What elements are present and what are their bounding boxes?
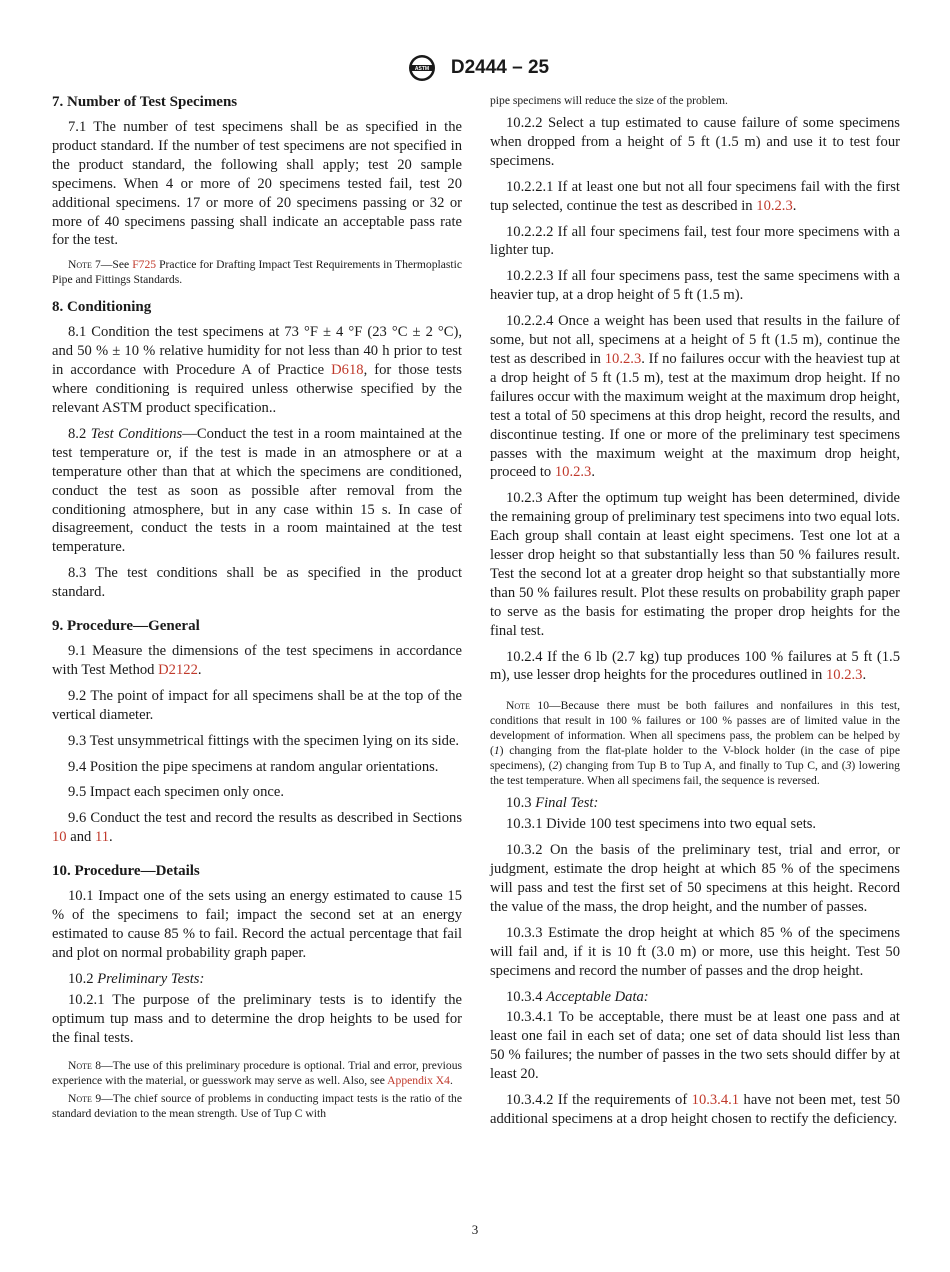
note-continuation: pipe specimens will reduce the size of the problem. (490, 94, 728, 107)
note-label: Note 9 (68, 1092, 102, 1106)
left-column (52, 93, 462, 1124)
paragraph: 10.3.1 Divide 100 test specimens into two equal sets. (506, 816, 817, 833)
note: Note 8—The use of this preliminary procedure is optional. Trial and error, previous experience with the material, or guesswork may serve as well. Also, see Appendix X4. (52, 1059, 462, 1088)
paragraph: 10.3.2 On the basis of the preliminary test, trial and error, or judgment, estimate the drop height at which 85 % of the specimens will pass and test the first set of 50 specimens at this height. Record the value of the mass, the drop height, and the number of passes. (490, 842, 900, 915)
paragraph: 10.2.1 The purpose of the preliminary tests is to identify the optimum tup mass and to determine the drop heights to be used for the final tests. (52, 991, 462, 1046)
reference-link[interactable]: D618 (331, 362, 364, 379)
paragraph: 10.2.2 Select a tup estimated to cause failure of some specimens when dropped from a height of 5 ft (1.5 m) and use it to test four specimens. (490, 115, 900, 169)
paragraph: 9.5 Impact each specimen only once. (68, 784, 284, 801)
paragraph: 8.2 Test Conditions—Conduct the test in a room maintained at the test temperature or, if the test is made in an atmosphere or at a temperature other than that at which the specimens are conditioned, conduct the test as soon as possible after removal from the conditioning atmosphere, but in any case within 15 s. In case of disagreement, conduct the tests in a room maintained at the test temperature. (52, 425, 463, 556)
reference-link[interactable]: 11 (94, 829, 110, 846)
paragraph: 10.2.2.1 If at least one but not all four specimens fail with the first tup selected, continue the test as described in 10.2.3. (490, 178, 900, 214)
page-header (0, 52, 950, 86)
reference-link[interactable]: 10.2.3 (825, 667, 863, 684)
section-heading: 10. Procedure—Details (52, 863, 200, 880)
logo-text: ASTM (414, 65, 429, 72)
paragraph: 10.2 Preliminary Tests: (68, 970, 205, 987)
reference-link[interactable]: F725 (132, 258, 157, 272)
section-heading: 9. Procedure—General (52, 618, 200, 635)
paragraph: 10.3.4.2 If the requirements of 10.3.4.1 have not been met, test 50 additional specimens at a drop height chosen to rectify the deficiency. (490, 1092, 900, 1127)
paragraph: 10.2.2.2 If all four specimens fail, test four more specimens with a lighter tup. (490, 223, 900, 259)
reference-link[interactable]: 10.2.3 (604, 350, 642, 367)
reference-link[interactable]: Appendix X4 (387, 1074, 450, 1088)
astm-logo-icon (401, 52, 443, 84)
reference-link[interactable]: 10.2.3 (554, 464, 592, 481)
section-heading: 7. Number of Test Specimens (52, 94, 238, 110)
note: Note 7—See F725 Practice for Drafting Impact Test Requirements in Thermoplastic Pipe and Fittings Standards. (52, 258, 462, 287)
paragraph: 7.1 The number of test specimens shall be as specified in the product standard. If the number of test specimens are not specified in the product standard, the following shall apply; test 20 sample specimens. When 4 or more of 20 specimens tested fail, test 20 additional specimens. 17 or more of 20 specimens passing or 32 or more of 40 specimens passing shall indicate an acceptable pass rate for the test. (52, 119, 462, 249)
paragraph: 10.2.3 After the optimum tup weight has been determined, divide the remaining group of preliminary test specimens into two equal lots. Each group shall contain at least eight specimens. Test one lot at a lesser drop height so that substantially less than 50 % failures result. Test the second lot at a greater drop height so that substantially more than 50 % failures result. Plot these results on probability graph paper to serve as the basis for estimating the proper drop heights for the final test. (490, 490, 900, 639)
right-column (490, 93, 900, 1136)
page-number: 3 (471, 1222, 479, 1237)
paragraph: 9.1 Measure the dimensions of the test specimens in accordance with Test Method D2122. (52, 643, 462, 678)
paragraph: 8.3 The test conditions shall be as specified in the product standard. (52, 565, 462, 601)
reference-link[interactable]: D2122 (158, 661, 198, 678)
paragraph: 9.3 Test unsymmetrical fittings with the specimen lying on its side. (68, 732, 460, 749)
paragraph: 10.1 Impact one of the sets using an energy estimated to cause 15 % of the specimens to fail; impact the second set at an energy estimated to cause 85 % to fail. Record the actual percentage that fail and plot on normal probability graph paper. (52, 888, 462, 961)
paragraph: 9.2 The point of impact for all specimens shall be at the top of the vertical diameter. (52, 687, 462, 723)
paragraph: 10.3.3 Estimate the drop height at which 85 % of the specimens will fail and, if it is 10 ft (3.0 m) or more, use this height. Test 50 specimens and record the number of passes and the drop height. (490, 924, 900, 979)
note-label: Note 7 (68, 258, 101, 272)
paragraph: 9.4 Position the pipe specimens at random angular orientations. (68, 758, 439, 775)
note: Note 10—Because there must be both failures and nonfailures in this test, conditions that result in 100 % failures or 100 % passes are of limited value in the development of information. When all specimens pass, the problem can be helped by (1) changing from the flat-plate holder to the V-block holder (in the case of pipe specimens), (2) changing from Tup B to Tup A, and finally to Tup C, and (3) lowering the test temperature. When all specimens fail, the sequence is reversed. (490, 699, 900, 788)
paragraph: 10.2.4 If the 6 lb (2.7 kg) tup produces 100 % failures at 5 ft (1.5 m), use lesser drop heights for the procedures outlined in 10.2.3. (490, 648, 900, 684)
paragraph: 10.2.2.3 If all four specimens pass, test the same specimens with a heavier tup, at a drop height of 5 ft (1.5 m). (490, 268, 900, 304)
note-label: Note 10 (506, 699, 550, 713)
reference-link[interactable]: 10.3.4.1 (691, 1092, 740, 1109)
note-label: Note 8 (68, 1059, 102, 1073)
paragraph: 9.6 Conduct the test and record the results as described in Sections 10 and 11. (52, 810, 462, 846)
paragraph: 10.3.4.1 To be acceptable, there must be at least one pass and at least one fail in each set of data; one set of data should list less than 50 % failures; the number of passes in the two sets should differ by at least 20. (490, 1009, 900, 1083)
paragraph: 10.3 Final Test: (506, 795, 599, 812)
reference-link[interactable]: 10.2.3 (756, 197, 793, 214)
section-heading: 8. Conditioning (52, 299, 152, 316)
paragraph: 10.3.4 Acceptable Data: (506, 988, 649, 1005)
reference-link[interactable]: 10 (52, 829, 67, 846)
document-designation: D2444 – 25 (450, 57, 550, 78)
paragraph: 8.1 Condition the test specimens at 73 °F ± 4 °F (23 °C ± 2 °C), and 50 % ± 10 % relative humidity for not less than 40 h prior to test in accordance with Procedure A of Practice D618, for those tests where conditioning is required unless otherwise specified by the relevant ASTM product specification.. (52, 324, 462, 416)
note: Note 9—The chief source of problems in conducting impact tests is the ratio of the standard deviation to the mean strength. Use of Tup C with (52, 1092, 462, 1121)
paragraph: 10.2.2.4 Once a weight has been used that results in the failure of some, but not all, specimens at a height of 5 ft (1.5 m), continue the test as described in 10.2.3. If no failures occur with the heaviest tup at a drop height of 5 ft (1.5 m), test at the maximum drop height. If no failures occur with the maximum weight at the maximum drop height, test a total of 50 specimens at this drop height, record the results, and discontinue testing. If one or more of the preliminary test specimens passes with the maximum weight at the maximum drop height, proceed to 10.2.3. (490, 313, 900, 481)
